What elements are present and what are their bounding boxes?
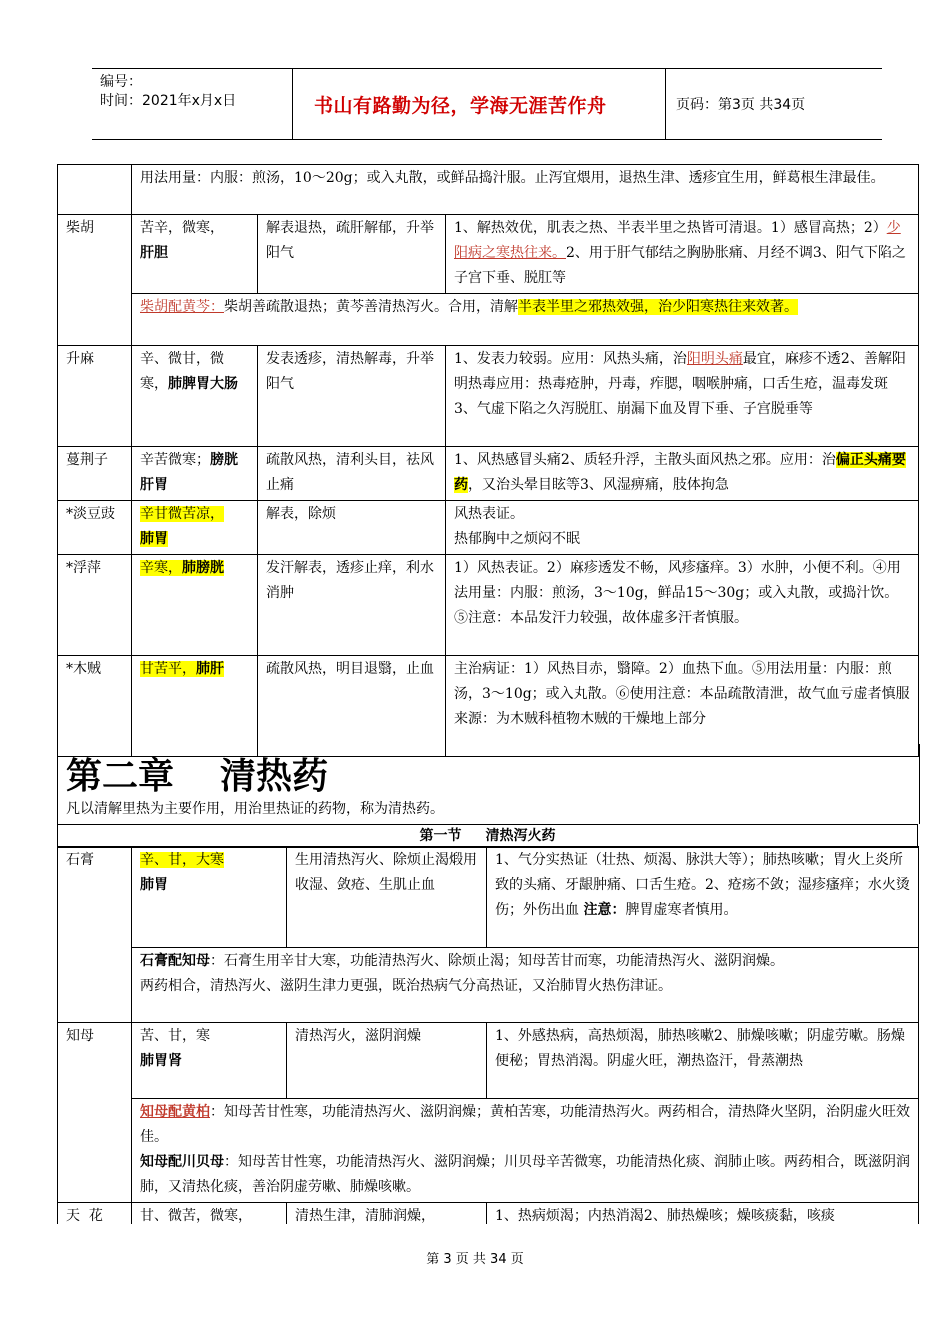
herb-application: 1、解热效优，肌表之热、半表半里之热皆可清退。1）感冒高热；2）少阳病之寒热往来。2、用于肝气郁结之胸胁胀痛、月经不调3、阳气下陷之子宫下垂、脱肛等 (446, 215, 919, 294)
header-page-label: 页码：第3页 共34页 (676, 97, 806, 113)
herb-table-2 (57, 846, 919, 1232)
herb-property: 辛苦微寒；膀胱肝胃 (132, 447, 258, 501)
page-header (92, 68, 882, 140)
herb-application: 1）风热表证。2）麻疹透发不畅，风疹瘙痒。3）水肿，小便不利。④用法用量：内服：煎汤，3～10g，鲜品15～30g；或入丸散，或捣汁饮。⑤注意：本品发汗力较强，故体虚多汗者慎服。 (446, 555, 919, 656)
table-row (58, 656, 919, 757)
header-divider (292, 69, 293, 139)
herb-name-muzei: *木贼 (58, 656, 132, 757)
herb-name-fuping: *浮萍 (58, 555, 132, 656)
herb-name-manjingzi: 蔓荆子 (58, 447, 132, 501)
herb-name-cell (58, 165, 132, 215)
herb-application: 1、外感热病，高热烦渴，肺热咳嗽2、肺燥咳嗽；阴虚劳嗽。肠燥便秘；胃热消渴。阴虚火旺，潮热盗汗，骨蒸潮热 (487, 1023, 919, 1099)
herb-property: 辛寒，肺膀胱 (132, 555, 258, 656)
herb-property: 苦、甘，寒 肺胃肾 (132, 1023, 287, 1099)
table-row (58, 1023, 919, 1099)
table-row (58, 294, 919, 346)
herb-application: 风热表证。 热郁胸中之烦闷不眠 (446, 501, 919, 555)
table-row (58, 501, 919, 555)
herb-table-1 (57, 164, 919, 757)
herb-application: 1、发表力较弱。应用：风热头痛，治阳明头痛最宜，麻疹不透2、善解阳明热毒应用：热毒疮肿，丹毒，痄腮，咽喉肿痛，口舌生疮，温毒发斑3、气虚下陷之久泻脱肛、崩漏下血及胃下垂、子宫脱垂等 (446, 346, 919, 447)
herb-property: 辛、甘，大寒 肺胃 (132, 847, 287, 948)
number-label: 编号： (100, 74, 142, 90)
gegen-usage: 用法用量：内服：煎汤，10～20g；或入丸散，或鲜品捣汁服。止泻宜煨用，退热生津、透疹宜生用，鲜葛根生津最佳。 (132, 165, 919, 215)
herb-effect: 清热泻火，滋阴润燥 (287, 1023, 487, 1099)
time-label: 时间：2021年x月x日 (100, 93, 237, 109)
herb-name-shigao: 石膏 (58, 847, 132, 1023)
herb-name-dandouchi: *淡豆豉 (58, 501, 132, 555)
herb-name-zhimu: 知母 (58, 1023, 132, 1203)
herb-effect: 发表透疹，清热解毒，升举阳气 (258, 346, 446, 447)
herb-effect: 清热生津，清肺润燥， (287, 1203, 487, 1232)
herb-application: 主治病证：1）风热目赤，翳障。2）血热下血。⑤用法用量：内服：煎汤，3～10g；或入丸散。⑥使用注意：本品疏散清泄，故气血亏虚者慎服 来源：为木贼科植物木贼的干燥地上部分 (446, 656, 919, 757)
chapter-heading (57, 744, 920, 824)
herb-name-shengma: 升麻 (58, 346, 132, 447)
herb-property: 辛、微甘，微寒，肺脾胃大肠 (132, 346, 258, 447)
herb-combination: 知母配黄柏：知母苦甘性寒，功能清热泻火、滋阴润燥；黄柏苦寒，功能清热泻火。两药相合，清热降火坚阴，治阴虚火旺效佳。 知母配川贝母：知母苦甘性寒，功能清热泻火、滋阴润燥；川贝母辛苦微寒，功能清热化痰、润肺止咳。两药相合，既滋阴润肺，又清热化痰，善治阴虚劳嗽、肺燥咳嗽。 (132, 1099, 919, 1203)
herb-property: 苦辛，微寒， 肝胆 (132, 215, 258, 294)
table-row (58, 847, 919, 948)
herb-combination: 柴胡配黄芩：柴胡善疏散退热；黄芩善清热泻火。合用，清解半表半里之邪热效强，治少阳寒热往来效著。 (132, 294, 919, 346)
chapter-title: 第二章 清热药 (66, 756, 329, 797)
table-row (58, 948, 919, 1023)
page-footer: 第 3 页 共 34 页 (426, 1252, 524, 1267)
header-divider (665, 69, 666, 139)
herb-combination: 石膏配知母：石膏生用辛甘大寒，功能清热泻火、除烦止渴；知母苦甘而寒，功能清热泻火、滋阴润燥。 两药相合，清热泻火、滋阴生津力更强，既治热病气分高热证，又治肺胃火热伤津证。 (132, 948, 919, 1023)
herb-effect: 发汗解表，透疹止痒，利水消肿 (258, 555, 446, 656)
table-row (58, 165, 919, 215)
table-row (58, 346, 919, 447)
herb-effect: 解表退热，疏肝解郁，升举阳气 (258, 215, 446, 294)
herb-property: 甘、微苦，微寒， (132, 1203, 287, 1232)
herb-application: 1、气分实热证（壮热、烦渴、脉洪大等）；肺热咳嗽；胃火上炎所致的头痛、牙龈肿痛、口舌生疮。2、疮疡不敛；湿疹瘙痒；水火烫伤；外伤出血 注意：脾胃虚寒者慎用。 (487, 847, 919, 948)
header-motto: 书山有路勤为径，学海无涯苦作舟 (314, 95, 607, 117)
table-row (58, 555, 919, 656)
herb-effect: 生用清热泻火、除烦止渴煅用收湿、敛疮、生肌止血 (287, 847, 487, 948)
herb-effect: 疏散风热，明目退翳，止血 (258, 656, 446, 757)
herb-effect: 解表，除烦 (258, 501, 446, 555)
chapter-description: 凡以清解里热为主要作用，用治里热证的药物，称为清热药。 (66, 801, 444, 817)
herb-application: 1、热病烦渴；内热消渴2、肺热燥咳；燥咳痰黏，咳痰 (487, 1203, 919, 1232)
section-title: 第一节 清热泻火药 (57, 824, 918, 848)
table-row (58, 215, 919, 294)
table-row (58, 447, 919, 501)
herb-application: 1、风热感冒头痛2、质轻升浮，主散头面风热之邪。应用：治偏正头痛要药，又治头晕目眩等3、风湿痹痛，肢体拘急 (446, 447, 919, 501)
herb-property: 辛甘微苦凉， 肺胃 (132, 501, 258, 555)
header-meta (100, 73, 236, 111)
herb-name-tianhua: 天 花 (58, 1203, 132, 1232)
herb-effect: 疏散风热，清利头目，祛风止痛 (258, 447, 446, 501)
table-row (58, 1099, 919, 1203)
herb-name-chaihu: 柴胡 (58, 215, 132, 346)
herb-property: 甘苦平，肺肝 (132, 656, 258, 757)
